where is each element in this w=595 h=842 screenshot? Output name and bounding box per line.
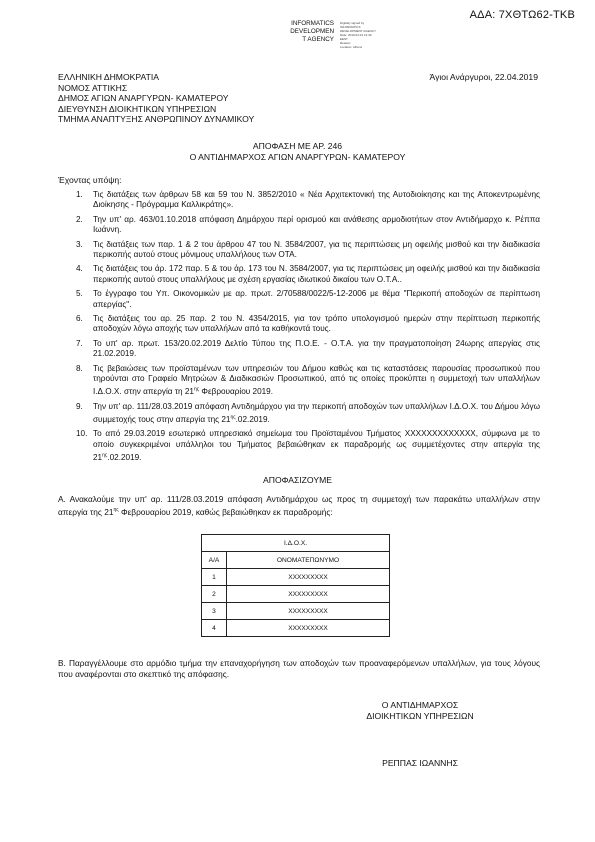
- ada-code: ΑΔΑ: 7ΧΘΤΩ62-ΤΚΒ: [469, 9, 575, 21]
- table-row: [202, 569, 390, 586]
- stamp-line: DEVELOPMEN: [290, 28, 334, 35]
- signatory-line: Ο ΑΝΤΙΔΗΜΑΡΧΟΣ: [381, 700, 459, 710]
- item-number: 2.: [76, 214, 83, 224]
- stamp-detail-line: INFORMATICS: [340, 25, 361, 29]
- item-number: 8.: [76, 363, 83, 373]
- item-number: 5.: [76, 289, 83, 299]
- list-item: [58, 289, 540, 310]
- stamp-detail-line: EEST: [340, 37, 348, 41]
- list-item: [58, 339, 540, 360]
- item-number: 3.: [76, 239, 83, 249]
- item-text: Το από 29.03.2019 εσωτερικό υπηρεσιακό σημείωμα του Προϊσταμένου Τμήματος ΧΧΧΧΧΧΧΧΧΧΧΧΧ, σύμφωνα με το οποίο συγκεκριμένοι υπάλληλοι του Τμήματος βεβαιώθηκαν εκ παραδρομής ως συμμετέχοντες στην απεργία της $21^{\eta\varsigma}.02.2019$.: [93, 429, 540, 462]
- paragraph-a: Α. Ανακαλούμε την υπ' αρ. 111/28.03.2019 απόφαση Αντιδημάρχου ως προς τη συμμετοχή των παρακάτω υπαλλήλων στην απεργία της $21^{\eta\varsigma}$ Φεβρουαρίου 2019, καθώς βεβαιώθηκαν εκ παραδρομής:: [58, 494, 540, 517]
- list-item: [58, 429, 540, 463]
- table-row: [202, 586, 390, 603]
- table-cell: 4: [202, 620, 227, 637]
- header-line: ΔΙΕΥΘΥΝΣΗ ΔΙΟΙΚΗΤΙΚΩΝ ΥΠΗΡΕΣΙΩΝ: [58, 103, 217, 114]
- decision-heading: ΑΠΟΦΑΣΙΖΟΥΜΕ: [263, 475, 332, 485]
- stamp-detail-line: Digitally signed by: [340, 21, 365, 25]
- considerations-list: [58, 190, 540, 467]
- column-header: ΟΝΟΜΑΤΕΠΩΝΥΜΟ: [227, 552, 390, 569]
- item-text: Την υπ' αρ. 463/01.10.2018 απόφαση Δημάρχου περί ορισμού και ανάθεσης αρμοδιοτήτων στον Αντιδήμαρχο κ. Ρέππα Ιωάννη.: [93, 214, 540, 235]
- table-cell: ΧΧΧΧΧΧΧΧΧ: [227, 586, 390, 603]
- table-header-row: [202, 552, 390, 569]
- document-date: Άγιοι Ανάργυροι, 22.04.2019: [429, 72, 538, 82]
- considerations-intro: Έχοντας υπόψη:: [58, 175, 122, 185]
- stamp-detail-line: Reason:: [340, 41, 352, 45]
- column-header: Α/Α: [202, 552, 227, 569]
- employees-table: [201, 534, 390, 637]
- list-item: [58, 264, 540, 285]
- item-text: Τις βεβαιώσεις των προϊσταμένων των υπηρεσιών του Δήμου καθώς και τις καταστάσεις παρουσίας προσωπικού που τηρούνται στο Γραφείο Μητρώων & Διαδικασιών Προσωπικού, από τις οποίες προκύπτει η συμμετοχή των υπαλλήλων Ι.Δ.Ο.Χ. στην απεργία τη $21^{\eta\varsigma}$ Φεβρουαρίου 2019.: [93, 363, 540, 397]
- list-item: [58, 364, 540, 398]
- table-cell: 2: [202, 586, 227, 603]
- header-line: ΝΟΜΟΣ ΑΤΤΙΚΗΣ: [58, 82, 128, 93]
- table-cell: ΧΧΧΧΧΧΧΧΧ: [227, 620, 390, 637]
- table-cell: ΧΧΧΧΧΧΧΧΧ: [227, 569, 390, 586]
- stamp-line: T AGENCY: [302, 36, 334, 43]
- table-cell: 3: [202, 603, 227, 620]
- item-number: 9.: [76, 401, 83, 411]
- signatory-name: ΡΕΠΠΑΣ ΙΩΑΝΝΗΣ: [382, 758, 458, 768]
- item-text: Την υπ' αρ. 111/28.03.2019 απόφαση Αντιδημάρχου για την περικοπή αποδοχών των υπαλλήλων Ι.Δ.Ο.Χ. του Δήμου λόγω συμμετοχής τους στην απεργία της $21^{\eta\varsigma}.02.2019$.: [93, 401, 540, 424]
- signatory-title: [360, 700, 480, 722]
- stamp-details: [340, 21, 390, 49]
- item-number: 7.: [76, 338, 83, 348]
- decision-number: ΑΠΟΦΑΣΗ ΜΕ ΑΡ. 246: [252, 141, 343, 151]
- table-row: [202, 603, 390, 620]
- header-line: ΕΛΛΗΝΙΚΗ ΔΗΜΟΚΡΑΤΙΑ: [58, 72, 159, 82]
- stamp-line: INFORMATICS: [291, 20, 334, 27]
- stamp-detail-line: Date: 2019.04.23 13:49: [340, 33, 372, 37]
- list-item: [58, 190, 540, 211]
- item-text: Τις διατάξεις του άρ. 172 παρ. 5 & του άρ. 173 του Ν. 3584/2007, για τις περιπτώσεις μη οφειλής μισθού και την διαδικασία περικοπής αυτού στους υπαλλήλους με σχέση εργασίας ιδιωτικού δικαίου των Ο.Τ.Α..: [93, 264, 540, 284]
- stamp-detail-line: DEVELOPMENT AGENCY: [340, 29, 376, 33]
- table-cell: ΧΧΧΧΧΧΧΧΧ: [227, 603, 390, 620]
- list-item: [58, 240, 540, 261]
- table-row: [202, 620, 390, 637]
- table-cell: 1: [202, 569, 227, 586]
- issuer-title: Ο ΑΝΤΙΔΗΜΑΡΧΟΣ ΑΓΙΩΝ ΑΝΑΡΓΥΡΩΝ- ΚΑΜΑΤΕΡΟΥ: [189, 152, 406, 162]
- stamp-org-name: [288, 20, 334, 44]
- signatory-line: ΔΙΟΙΚΗΤΙΚΩΝ ΥΠΗΡΕΣΙΩΝ: [366, 711, 474, 721]
- item-text: Το έγγραφο του Υπ. Οικονομικών με αρ. πρωτ. 2/70588/0022/5-12-2006 με θέμα "Περικοπή αποδοχών σε περίπτωση απεργίας".: [93, 289, 540, 309]
- item-number: 4.: [76, 264, 83, 274]
- table-caption-row: [202, 535, 390, 552]
- item-text: Το υπ' αρ. πρωτ. 153/20.02.2019 Δελτίο Τύπου της Π.Ο.Ε. - Ο.Τ.Α. για την πραγματοποίηση 24ωρης απεργίας στις 21.02.2019.: [93, 338, 540, 359]
- list-item: [58, 215, 540, 236]
- item-number: 10.: [76, 429, 88, 439]
- list-item: [58, 314, 540, 335]
- item-text: Τις διατάξεις του αρ. 25 παρ. 2 του Ν. 4354/2015, για τον τρόπο υπολογισμού ημερών στην περίπτωση περικοπής αποδοχών λόγω αποχής των υπαλλήλων από τα καθήκοντά τους.: [93, 314, 540, 334]
- table-caption: Ι.Δ.Ο.Χ.: [202, 535, 390, 552]
- issuer-header: [58, 72, 254, 125]
- stamp-detail-line: Location: Athens: [340, 45, 363, 49]
- header-line: ΔΗΜΟΣ ΑΓΙΩΝ ΑΝΑΡΓΥΡΩΝ- ΚΑΜΑΤΕΡΟΥ: [58, 93, 229, 104]
- digital-signature-stamp: [288, 20, 388, 50]
- paragraph-b: Β. Παραγγέλλουμε στο αρμόδιο τμήμα την επαναχορήγηση των αποδοχών των προαναφερόμενων υπαλλήλων, για τους λόγους που αναφέρονται στο σκεπτικό της απόφασης.: [58, 658, 540, 679]
- header-line: ΤΜΗΜΑ ΑΝΑΠΤΥΞΗΣ ΑΝΘΡΩΠΙΝΟΥ ΔΥΝΑΜΙΚΟΥ: [58, 114, 255, 125]
- item-number: 1.: [76, 190, 83, 199]
- item-text: Τις διατάξεις των παρ. 1 & 2 του άρθρου 47 του Ν. 3584/2007, για τις περιπτώσεις μη οφειλής μισθού και την διαδικασία περικοπής αυτού στους μόνιμους υπαλλήλους των ΟΤΑ.: [93, 239, 540, 260]
- item-text: Τις διατάξεις των άρθρων 58 και 59 του Ν. 3852/2010 « Νέα Αρχιτεκτονική της Αυτοδιοίκησης και της Αποκεντρωμένης Διοίκησης - Πρόγραμμα Καλλικράτης».: [93, 190, 540, 210]
- item-number: 6.: [76, 314, 83, 324]
- list-item: [58, 402, 540, 426]
